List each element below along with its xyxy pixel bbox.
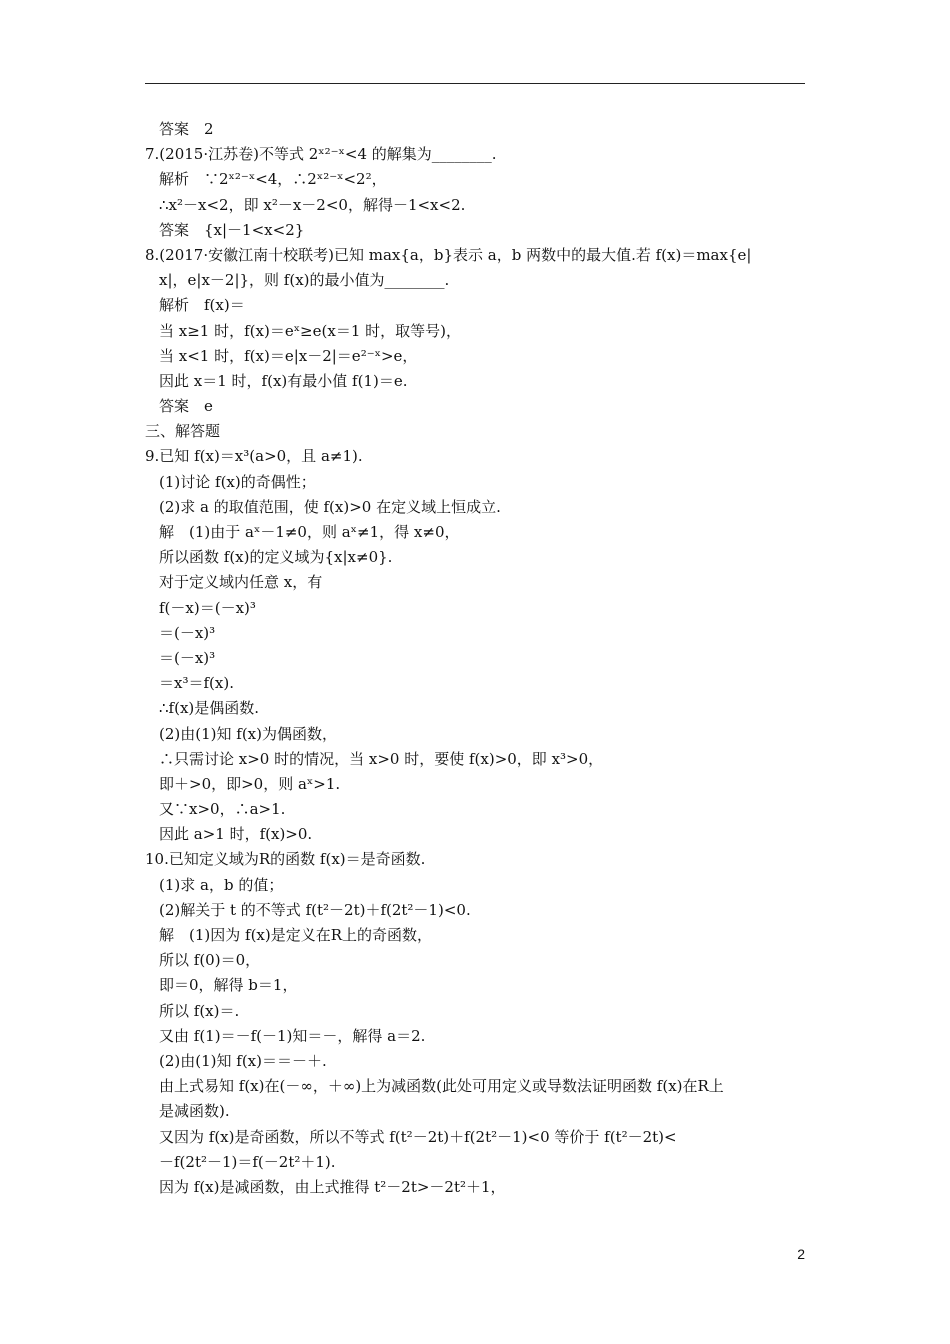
text-line: 由上式易知 f(x)在(－∞，＋∞)上为减函数(此处可用定义或导数法证明函数 f(x)在R上 bbox=[159, 1077, 724, 1096]
text-line: 解析 f(x)＝ bbox=[159, 296, 245, 315]
text-line: 8.(2017·安徽江南十校联考)已知 max{a，b}表示 a，b 两数中的最大值.若 f(x)＝max{e| bbox=[145, 245, 752, 264]
text-line: x|，e|x－2|}，则 f(x)的最小值为________. bbox=[159, 271, 450, 290]
text-line: 当 x<1 时，f(x)＝e|x－2|＝e²⁻ˣ>e， bbox=[159, 346, 418, 365]
text-line: (2)求 a 的取值范围，使 f(x)>0 在定义域上恒成立. bbox=[159, 497, 501, 516]
text-line: 答案 {x|－1<x<2} bbox=[159, 220, 305, 239]
text-line: ∴f(x)是偶函数. bbox=[159, 699, 260, 718]
page-number: 2 bbox=[797, 1246, 805, 1262]
text-line: (2)解关于 t 的不等式 f(t²－2t)＋f(2t²－1)<0. bbox=[159, 900, 471, 919]
text-line: －f(2t²－1)＝f(－2t²＋1). bbox=[159, 1152, 336, 1171]
text-line: 即＋>0，即>0，则 aˣ>1. bbox=[159, 774, 341, 793]
text-line: (1)求 a，b 的值； bbox=[159, 875, 284, 894]
text-line: 因为 f(x)是减函数，由上式推得 t²－2t>－2t²＋1， bbox=[159, 1177, 506, 1196]
text-line: 9.已知 f(x)＝x³(a>0，且 a≠1). bbox=[145, 447, 363, 466]
text-line: 解 (1)因为 f(x)是定义在R上的奇函数， bbox=[159, 926, 433, 944]
text-line: 因此 x＝1 时，f(x)有最小值 f(1)＝e. bbox=[159, 371, 408, 390]
text-line: ＝(－x)³ bbox=[159, 648, 216, 667]
text-line: 即＝0，解得 b＝1， bbox=[159, 976, 298, 995]
text-line: (2)由(1)知 f(x)为偶函数， bbox=[159, 724, 337, 743]
document-body bbox=[145, 117, 810, 1200]
text-line: 解析 ∵2ˣ²⁻ˣ<4，∴2ˣ²⁻ˣ<2²， bbox=[159, 170, 387, 189]
text-line: 又∵x>0，∴a>1. bbox=[159, 800, 286, 819]
text-line: ＝x³＝f(x). bbox=[159, 674, 234, 693]
text-line: 解 (1)由于 aˣ－1≠0，则 aˣ≠1，得 x≠0， bbox=[159, 523, 460, 541]
text-line: (2)由(1)知 f(x)＝＝－＋. bbox=[159, 1051, 327, 1070]
text-line: ∴只需讨论 x>0 时的情况，当 x>0 时，要使 f(x)>0，即 x³>0， bbox=[159, 749, 604, 768]
text-line: 10.已知定义域为R的函数 f(x)＝是奇函数. bbox=[145, 850, 426, 869]
text-line: 当 x≥1 时，f(x)＝eˣ≥e(x＝1 时，取等号)， bbox=[159, 321, 461, 340]
text-line: 因此 a>1 时，f(x)>0. bbox=[159, 825, 313, 844]
text-line: 所以 f(x)＝. bbox=[159, 1001, 240, 1020]
text-line: 7.(2015·江苏卷)不等式 2ˣ²⁻ˣ<4 的解集为________. bbox=[145, 145, 497, 164]
text-line: 所以函数 f(x)的定义域为{x|x≠0}. bbox=[159, 548, 393, 567]
header-rule bbox=[145, 83, 805, 84]
text-line: 所以 f(0)＝0， bbox=[159, 951, 261, 970]
text-line: 答案 2 bbox=[159, 120, 214, 138]
text-line: 又因为 f(x)是奇函数，所以不等式 f(t²－2t)＋f(2t²－1)<0 等价于 f(t²－2t)< bbox=[159, 1127, 677, 1146]
text-line: ∴x²－x<2，即 x²－x－2<0，解得－1<x<2. bbox=[159, 195, 466, 214]
text-line: 答案 e bbox=[159, 397, 213, 416]
text-line: 对于定义域内任意 x，有 bbox=[159, 573, 323, 592]
text-line: ＝(－x)³ bbox=[159, 623, 216, 642]
text-line: 又由 f(1)＝－f(－1)知＝－，解得 a＝2. bbox=[159, 1026, 426, 1045]
text-line: (1)讨论 f(x)的奇偶性； bbox=[159, 472, 316, 491]
text-line: 三、解答题 bbox=[145, 422, 221, 441]
text-line: f(－x)＝(－x)³ bbox=[159, 598, 256, 617]
text-line: 是减函数). bbox=[159, 1102, 230, 1121]
